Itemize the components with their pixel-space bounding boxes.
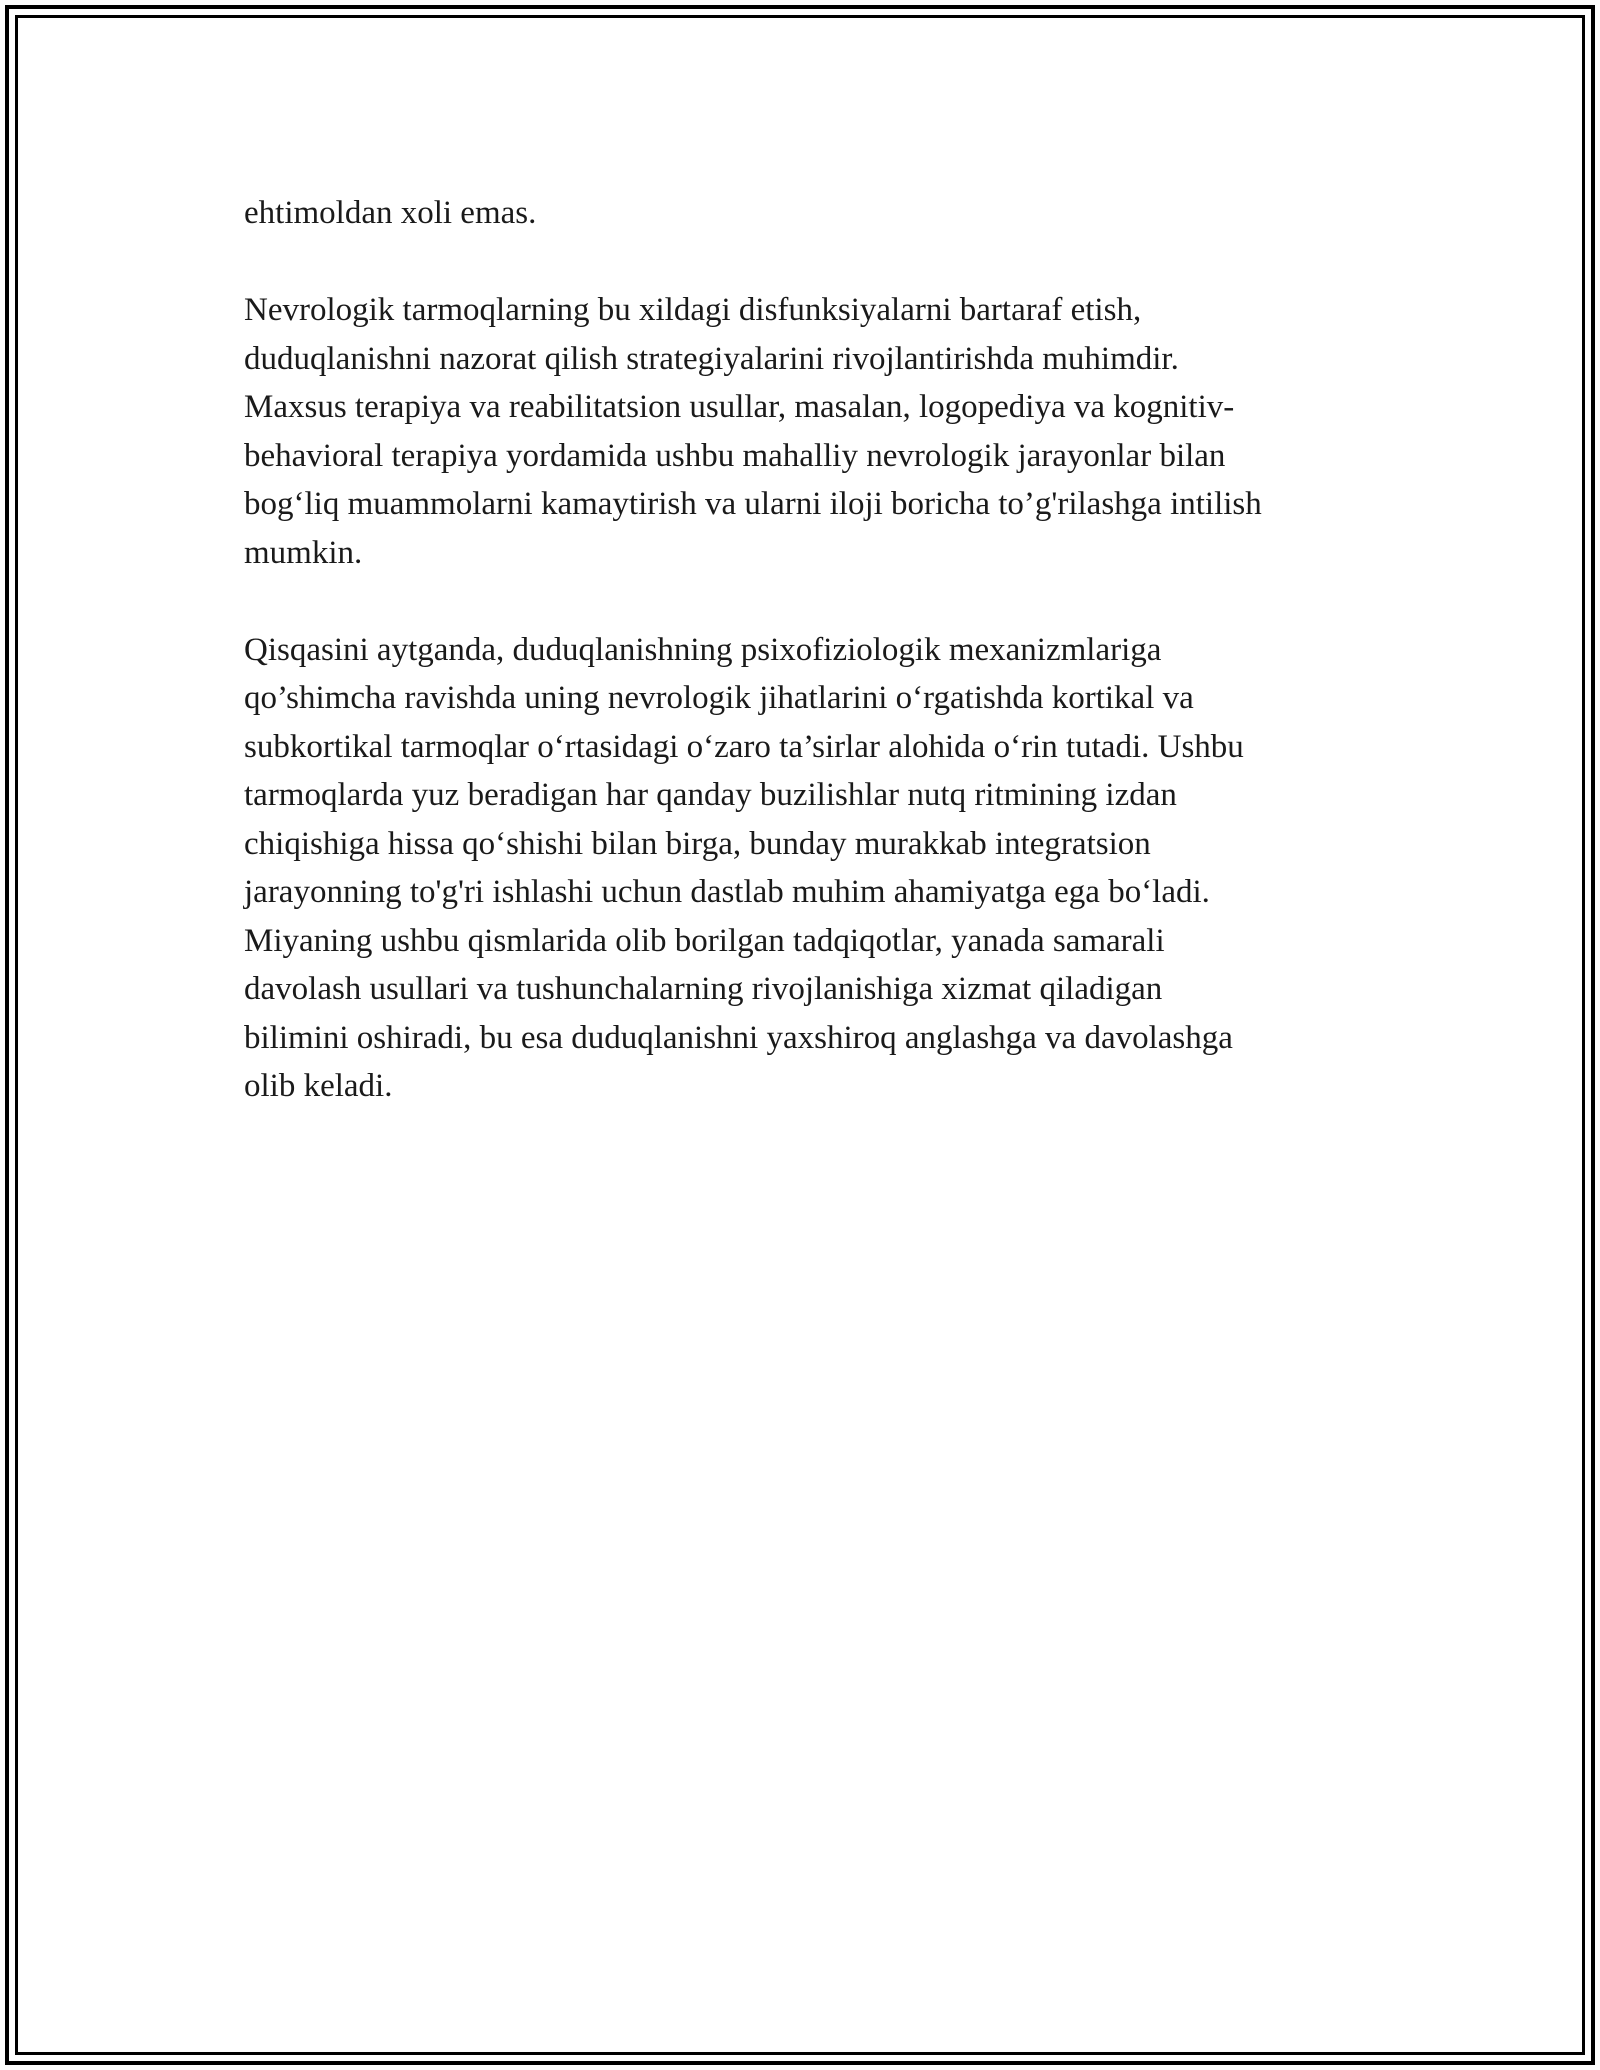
text-line: olib keladi. [244,1068,393,1104]
text-line: Nevrologik tarmoqlarning bu xildagi disfunksiyalarni bartaraf etish, [244,292,1142,328]
text-line: qo’shimcha ravishda uning nevrologik jihatlarini o‘rgatishda kortikal va [244,680,1194,716]
paragraph-3 [244,626,1394,1111]
text-line: tarmoqlarda yuz beradigan har qanday buzilishlar nutq ritmining izdan [244,777,1177,813]
text-line: davolash usullari va tushunchalarning rivojlanishiga xizmat qiladigan [244,971,1163,1007]
text-line: Maxsus terapiya va reabilitatsion usullar, masalan, logopediya va kognitiv- [244,389,1235,425]
text-line: subkortikal tarmoqlar o‘rtasidagi o‘zaro ta’sirlar alohida o‘rin tutadi. Ushbu [244,728,1244,765]
text-line: Qisqasini aytganda, duduqlanishning psixofiziologik mexanizmlariga [244,631,1162,668]
text-line: Miyaning ushbu qismlarida olib borilgan tadqiqotlar, yanada samarali [244,922,1165,959]
text-line: behavioral terapiya yordamida ushbu mahalliy nevrologik jarayonlar bilan [244,437,1226,474]
text-line: chiqishiga hissa qo‘shishi bilan birga, bunday murakkab integratsion [244,825,1151,862]
text-line: bog‘liq muammolarni kamaytirish va ularni iloji boricha to’g'rilashga intilish [244,486,1262,522]
paragraph-1 [244,189,1394,238]
document-body [244,189,1394,1159]
text-line: jarayonning to'g'ri ishlashi uchun dastlab muhim ahamiyatga ega bo‘ladi. [244,874,1210,910]
text-line: bilimini oshiradi, bu esa duduqlanishni yaxshiroq anglashga va davolashga [244,1019,1233,1056]
text-line: ehtimoldan xoli emas. [244,195,537,231]
text-line: mumkin. [244,534,363,571]
paragraph-2 [244,286,1394,577]
page-frame [5,5,1595,2065]
text-line: duduqlanishni nazorat qilish strategiyalarini rivojlantirishda muhimdir. [244,340,1179,377]
